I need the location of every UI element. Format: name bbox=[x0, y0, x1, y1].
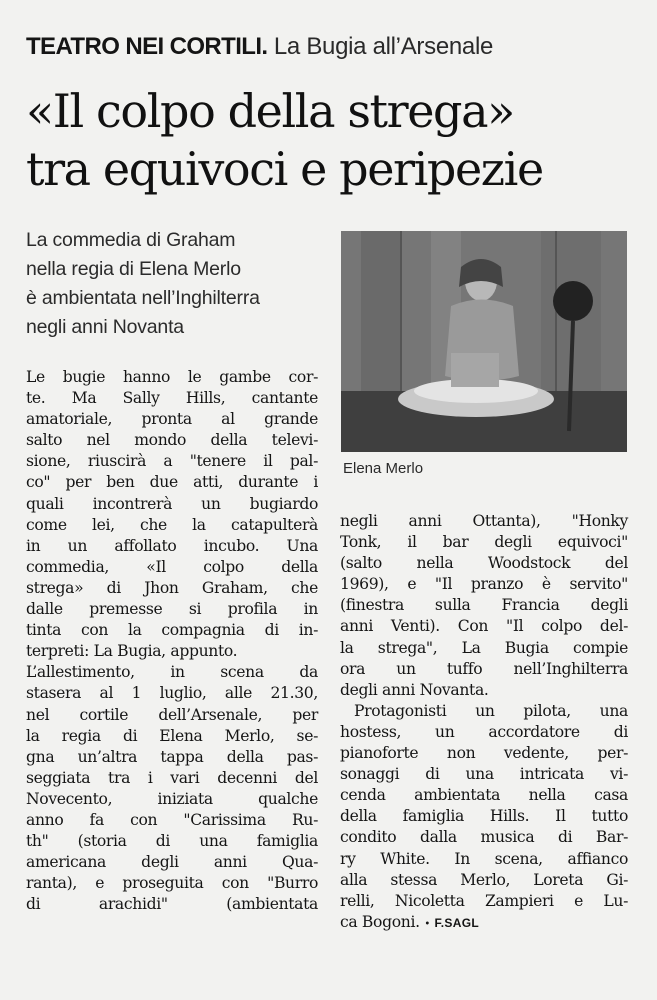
kicker bbox=[26, 32, 636, 62]
body-line: ry White. In scena, affianco bbox=[340, 849, 628, 868]
subhead-line: La commedia di Graham bbox=[26, 229, 236, 251]
body-line: seggiata tra i vari decenni del bbox=[26, 768, 318, 787]
body-line: Tonk, il bar degli equivoci" bbox=[340, 533, 628, 552]
body-line: in un affollato incubo. Una bbox=[26, 536, 318, 555]
body-line: anno fa con "Carissima Ru- bbox=[26, 810, 318, 829]
body-line: (salto nella Woodstock del bbox=[340, 554, 628, 573]
subheadline bbox=[26, 226, 326, 342]
photo-caption: Elena Merlo bbox=[343, 460, 424, 477]
body-line: dalle premesse si profila in bbox=[26, 600, 318, 619]
body-line: come lei, che la catapulterà bbox=[26, 515, 318, 534]
body-line: Protagonisti un pilota, una bbox=[354, 701, 628, 720]
body-line: relli, Nicoletta Zampieri e Lu- bbox=[340, 891, 628, 910]
kicker-topic: La Bugia all’Arsenale bbox=[273, 33, 494, 60]
author-signature: F.SAGL bbox=[434, 915, 479, 930]
kicker-section: TEATRO NEI CORTILI. bbox=[26, 33, 268, 60]
body-line: la regia di Elena Merlo, se- bbox=[26, 726, 318, 745]
body-line: tinta con la compagnia di in- bbox=[26, 621, 318, 640]
body-line: pianoforte non vedente, per- bbox=[340, 744, 628, 763]
body-line: co" per ben due atti, durante i bbox=[26, 473, 318, 492]
body-column-2 bbox=[340, 511, 628, 935]
body-line: Le bugie hanno le gambe cor- bbox=[26, 368, 318, 386]
body-line: nel cortile dell’Arsenale, per bbox=[26, 705, 318, 724]
body-line: la strega", La Bugia compie bbox=[340, 638, 628, 657]
signature-bullet: • bbox=[424, 918, 430, 930]
body-line: condito dalla musica di Bar- bbox=[340, 828, 628, 847]
body-line: negli anni Ottanta), "Honky bbox=[340, 512, 628, 530]
headline-line-1: «Il colpo della strega» bbox=[26, 84, 514, 138]
body-line: della famiglia Hills. Il tutto bbox=[340, 807, 628, 826]
body-line: th" (storia di una famiglia bbox=[26, 832, 318, 851]
body-line: anni Venti). Con "Il colpo del- bbox=[340, 617, 628, 636]
body-line: stasera al 1 luglio, alle 21.30, bbox=[26, 684, 318, 703]
body-line: terpreti: La Bugia, appunto. bbox=[26, 642, 238, 661]
body-line: hostess, un accordatore di bbox=[340, 722, 628, 741]
body-line: degli anni Novanta. bbox=[340, 680, 489, 699]
article-photo bbox=[341, 231, 627, 452]
photo-illustration bbox=[341, 231, 627, 452]
body-line: (finestra sulla Francia degli bbox=[340, 596, 628, 615]
body-line: di arachidi" (ambientata bbox=[26, 895, 318, 914]
subhead-line: negli anni Novanta bbox=[26, 316, 184, 338]
body-line: americana degli anni Qua- bbox=[26, 853, 318, 872]
body-line-text: ca Bogoni. bbox=[340, 912, 420, 931]
body-line: Novecento, iniziata qualche bbox=[26, 789, 318, 808]
body-line: sonaggi di una intricata vi- bbox=[340, 765, 628, 784]
body-line-final bbox=[340, 912, 628, 935]
body-line: amatoriale, pronta al grande bbox=[26, 410, 318, 429]
body-column-1 bbox=[26, 367, 318, 915]
body-line: cenda ambientata nella casa bbox=[340, 786, 628, 805]
headline-line-2: tra equivoci e peripezie bbox=[26, 142, 543, 196]
body-line: ranta), e proseguita con "Burro bbox=[26, 874, 318, 893]
subhead-line: nella regia di Elena Merlo bbox=[26, 258, 241, 280]
body-line: commedia, «Il colpo della bbox=[26, 557, 318, 576]
body-line: quali incontrerà un bugiardo bbox=[26, 494, 318, 513]
body-line: salto nel mondo della televi- bbox=[26, 431, 318, 450]
headline bbox=[26, 82, 641, 198]
body-line: L’allestimento, in scena da bbox=[26, 663, 318, 682]
body-line: te. Ma Sally Hills, cantante bbox=[26, 389, 318, 408]
body-line: strega» di Jhon Graham, che bbox=[26, 578, 318, 597]
body-line: sione, riuscirà a "tenere il pal- bbox=[26, 452, 318, 471]
body-line: alla stessa Merlo, Loreta Gi- bbox=[340, 870, 628, 889]
body-line: gna un’altra tappa della pas- bbox=[26, 747, 318, 766]
body-line: 1969), e "Il pranzo è servito" bbox=[340, 575, 628, 594]
body-line: ora un tuffo nell’Inghilterra bbox=[340, 659, 628, 678]
subhead-line: è ambientata nell’Inghilterra bbox=[26, 287, 260, 309]
